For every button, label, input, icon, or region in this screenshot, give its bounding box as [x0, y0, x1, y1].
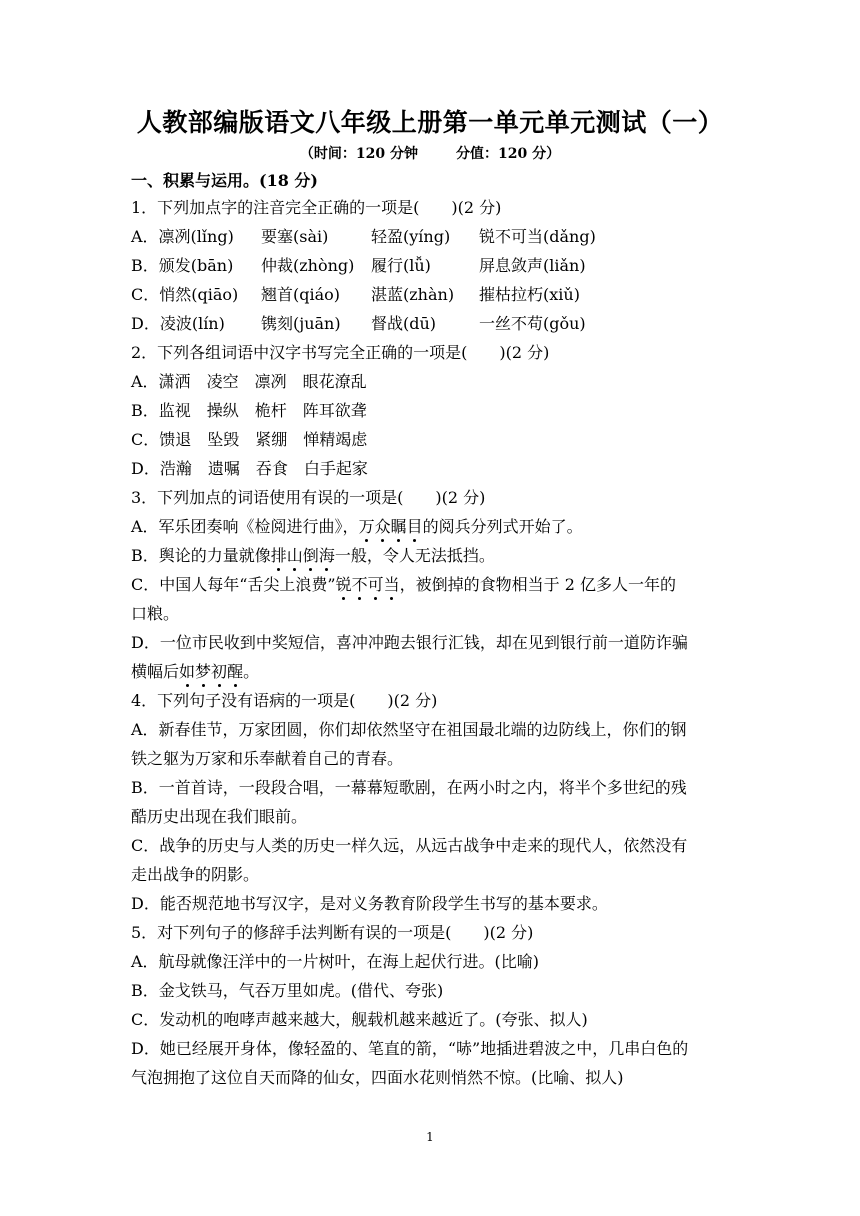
word: 坠毁: [207, 430, 240, 449]
dotted-term: [359, 517, 423, 536]
word: 操纵: [206, 401, 239, 420]
emphasis-char: 锐: [335, 575, 352, 594]
word: 吞食: [255, 459, 288, 478]
q4-stem: 4．下列句子没有语病的一项是( )(2 分): [131, 691, 438, 710]
q4-option-d: D．能否规范地书写汉字，是对义务教育阶段学生书写的基本要求。: [131, 894, 608, 913]
q1-option-b: [131, 255, 735, 277]
option-part: 督战(dū): [371, 314, 437, 333]
option-part: 一丝不苟(gǒu): [479, 314, 586, 333]
emphasis-char: 排: [270, 546, 287, 565]
dotted-term: [179, 662, 243, 681]
sentence-part: 。: [243, 662, 260, 681]
q5-option-a: A．航母就像汪洋中的一片树叶，在海上起伏行进。(比喻): [131, 952, 540, 971]
page-number: 1: [426, 1130, 434, 1144]
dotted-term: [336, 575, 400, 594]
emphasis-char: 万: [358, 517, 375, 536]
option-part: B．颁发(bān): [131, 256, 234, 275]
option-part: A．凛冽(lǐng): [131, 227, 234, 246]
word: C．馈退: [131, 430, 192, 449]
option-part: 轻盈(yíng): [371, 227, 451, 246]
q5-option-b: B．金戈铁马，气吞万里如虎。(借代、夸张): [131, 981, 444, 1000]
section-heading: 一、积累与运用。(18 分): [131, 171, 318, 190]
q5-option-d-cont: 气泡拥抱了这位自天而降的仙女，四面水花则悄然不惊。(比喻、拟人): [131, 1068, 624, 1087]
exam-info: [0, 143, 860, 163]
q4-option-c: C．战争的历史与人类的历史一样久远，从远古战争中走来的现代人，依然没有: [131, 836, 688, 855]
emphasis-char: 瞩: [390, 517, 407, 536]
option-part: 翘首(qiáo): [261, 285, 341, 304]
q4-option-a: A．新春佳节，万家团圆，你们却依然坚守在祖国最北端的边防线上，你们的钢: [131, 720, 687, 739]
sentence-part: 横幅后: [131, 662, 180, 681]
q5-option-d: D．她已经展开身体，像轻盈的、笔直的箭，“哧”地插进碧波之中，几串白色的: [131, 1039, 689, 1058]
option-part: 履行(lǚ): [371, 256, 431, 275]
q1-stem: 1．下列加点字的注音完全正确的一项是( )(2 分): [131, 198, 502, 217]
word: 凌空: [206, 372, 239, 391]
q5-stem: 5．对下列句子的修辞手法判断有误的一项是( )(2 分): [131, 923, 534, 942]
option-part: 锐不可当(dǎng): [479, 227, 596, 246]
q2-stem: 2．下列各组词语中汉字书写完全正确的一项是( )(2 分): [131, 343, 550, 362]
word: 紧绷: [255, 430, 288, 449]
dotted-term: [271, 546, 335, 565]
sentence-part: B．舆论的力量就像: [131, 546, 271, 565]
q2-option-a: [131, 371, 735, 393]
emphasis-char: 如: [179, 662, 196, 681]
option-part: 屏息敛声(liǎn): [479, 256, 586, 275]
sentence-part: A．军乐团奏响《检阅进行曲》，: [131, 517, 359, 536]
emphasis-char: 山: [286, 546, 303, 565]
exam-score: 分值：120 分）: [456, 146, 561, 162]
emphasis-char: 可: [367, 575, 384, 594]
word: 凛冽: [254, 372, 287, 391]
q3-option-d-cont: [131, 661, 735, 683]
option-part: D．凌波(lín): [131, 314, 225, 333]
word: 桅杆: [254, 401, 287, 420]
option-part: 要塞(sài): [261, 227, 329, 246]
q4-option-c-cont: 走出战争的阴影。: [131, 865, 260, 884]
sentence-part: 的阅兵分列式开始了。: [422, 517, 583, 536]
emphasis-char: 梦: [195, 662, 212, 681]
emphasis-char: 海: [318, 546, 335, 565]
word: 遗嘱: [207, 459, 240, 478]
q1-option-a: [131, 226, 735, 248]
sentence-part: C．中国人每年“舌尖上浪费”: [131, 575, 336, 594]
q3-option-d: D．一位市民收到中奖短信，喜冲冲跑去银行汇钱，却在见到银行前一道防诈骗: [131, 633, 688, 652]
option-part: 摧枯拉朽(xiǔ): [479, 285, 580, 304]
q2-option-b: [131, 400, 735, 422]
emphasis-char: 倒: [302, 546, 319, 565]
emphasis-char: 当: [383, 575, 400, 594]
q4-option-b: B．一首首诗，一段段合唱，一幕幕短歌剧，在两小时之内，将半个多世纪的残: [131, 778, 687, 797]
option-part: C．悄然(qiāo): [131, 285, 239, 304]
q2-option-d: [131, 458, 735, 480]
option-part: 湛蓝(zhàn): [371, 285, 455, 304]
word: 阵耳欲聋: [302, 401, 367, 420]
q4-option-b-cont: 酷历史出现在我们眼前。: [131, 807, 308, 826]
q5-option-c: C．发动机的咆哮声越来越大，舰载机越来越近了。(夸张、拟人): [131, 1010, 588, 1029]
q1-option-c: [131, 284, 735, 306]
emphasis-char: 目: [406, 517, 423, 536]
word: 白手起家: [303, 459, 368, 478]
q2-option-c: [131, 429, 735, 451]
q4-option-a-cont: 铁之躯为万家和乐奉献着自己的青春。: [131, 749, 404, 768]
emphasis-char: 不: [351, 575, 368, 594]
word: B．监视: [131, 401, 191, 420]
q3-option-c: [131, 574, 735, 596]
word: 眼花潦乱: [302, 372, 367, 391]
q3-stem: 3．下列加点的词语使用有误的一项是( )(2 分): [131, 488, 486, 507]
option-part: 仲裁(zhòng): [261, 256, 355, 275]
q3-option-b: [131, 545, 735, 567]
emphasis-char: 众: [374, 517, 391, 536]
word: 惮精竭虑: [303, 430, 368, 449]
word: D．浩瀚: [131, 459, 192, 478]
q1-option-d: [131, 313, 735, 335]
emphasis-char: 初: [211, 662, 228, 681]
word: A．潇洒: [131, 372, 191, 391]
document-title: 人教部编版语文八年级上册第一单元单元测试（一）: [136, 108, 724, 137]
q3-option-a: [131, 516, 735, 538]
exam-time: （时间：120 分钟: [299, 146, 418, 162]
sentence-part: 一般，令人无法抵挡。: [334, 546, 495, 565]
sentence-part: ，被倒掉的食物相当于 2 亿多人一年的: [399, 575, 677, 594]
option-part: 镌刻(juān): [261, 314, 341, 333]
q3-option-c-cont: 口粮。: [131, 604, 180, 623]
emphasis-char: 醒: [227, 662, 244, 681]
